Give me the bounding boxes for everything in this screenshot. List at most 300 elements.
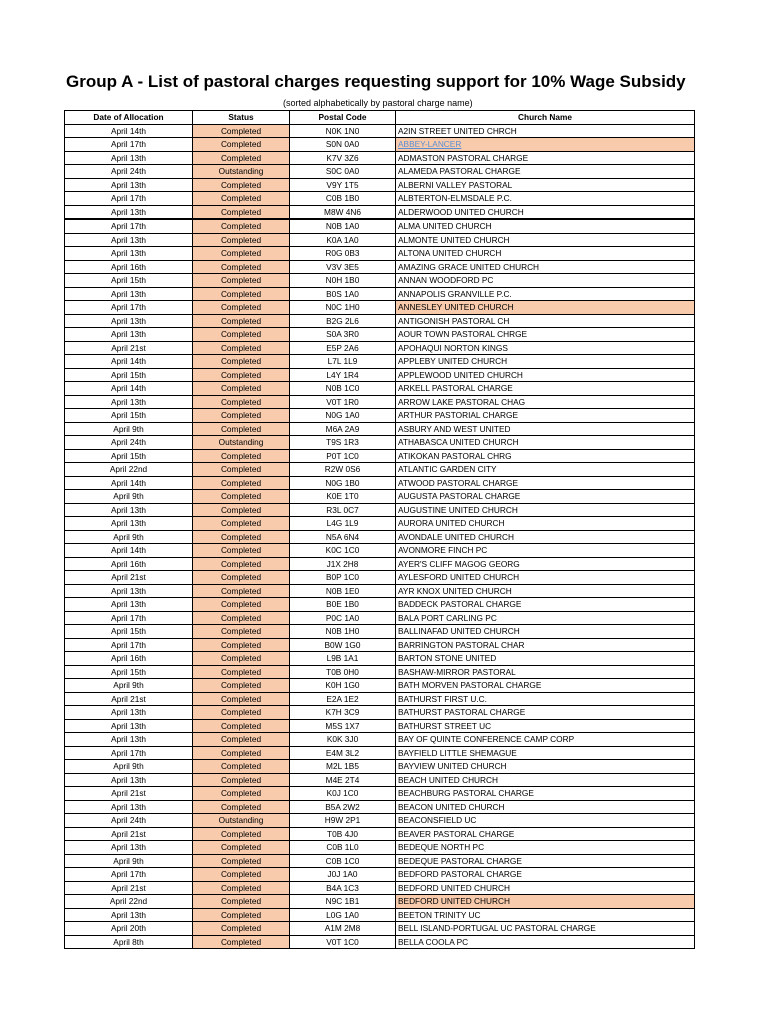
church-name-cell: BALA PORT CARLING PC xyxy=(396,611,695,625)
postal-code-cell: B0E 1B0 xyxy=(290,598,396,612)
table-row xyxy=(65,328,695,342)
postal-code-cell: N0K 1N0 xyxy=(290,124,396,138)
table-row xyxy=(65,544,695,558)
date-cell: April 15th xyxy=(65,625,193,639)
church-name-cell: AYLESFORD UNITED CHURCH xyxy=(396,571,695,585)
church-name-cell: ALDERWOOD UNITED CHURCH xyxy=(396,205,695,219)
date-cell: April 8th xyxy=(65,935,193,949)
church-name-cell: BATH MORVEN PASTORAL CHARGE xyxy=(396,679,695,693)
postal-code-cell: B0W 1G0 xyxy=(290,638,396,652)
date-cell: April 13th xyxy=(65,247,193,261)
date-cell: April 17th xyxy=(65,138,193,152)
church-name-cell: ARROW LAKE PASTORAL CHAG xyxy=(396,395,695,409)
status-cell: Completed xyxy=(193,679,290,693)
table-row xyxy=(65,584,695,598)
postal-code-cell: V3V 3E5 xyxy=(290,260,396,274)
date-cell: April 14th xyxy=(65,544,193,558)
status-cell: Completed xyxy=(193,151,290,165)
postal-code-cell: N0B 1H0 xyxy=(290,625,396,639)
table-row xyxy=(65,368,695,382)
postal-code-cell: E5P 2A6 xyxy=(290,341,396,355)
table-row xyxy=(65,854,695,868)
church-name-cell: BELL ISLAND-PORTUGAL UC PASTORAL CHARGE xyxy=(396,922,695,936)
status-cell: Completed xyxy=(193,922,290,936)
table-row xyxy=(65,800,695,814)
status-cell: Completed xyxy=(193,800,290,814)
postal-code-cell: K0K 3J0 xyxy=(290,733,396,747)
postal-code-cell: B4A 1C3 xyxy=(290,881,396,895)
table-row xyxy=(65,314,695,328)
postal-code-cell: C0B 1L0 xyxy=(290,841,396,855)
postal-code-cell: N0B 1E0 xyxy=(290,584,396,598)
status-cell: Completed xyxy=(193,854,290,868)
postal-code-cell: S0N 0A0 xyxy=(290,138,396,152)
church-name-cell: BEDFORD UNITED CHURCH xyxy=(396,881,695,895)
table-row xyxy=(65,503,695,517)
status-cell: Completed xyxy=(193,881,290,895)
date-cell: April 13th xyxy=(65,733,193,747)
postal-code-cell: L4G 1L9 xyxy=(290,517,396,531)
status-cell: Completed xyxy=(193,719,290,733)
table-row xyxy=(65,355,695,369)
postal-code-cell: M5S 1X7 xyxy=(290,719,396,733)
status-cell: Completed xyxy=(193,530,290,544)
date-cell: April 13th xyxy=(65,205,193,219)
table-row xyxy=(65,908,695,922)
status-cell: Completed xyxy=(193,490,290,504)
table-row xyxy=(65,247,695,261)
postal-code-cell: C0B 1C0 xyxy=(290,854,396,868)
table-row xyxy=(65,463,695,477)
table-row xyxy=(65,205,695,219)
page-title: Group A - List of pastoral charges requesting support for 10% Wage Subsidy xyxy=(66,72,686,91)
postal-code-cell: P0T 1C0 xyxy=(290,449,396,463)
church-name-cell: ALTONA UNITED CHURCH xyxy=(396,247,695,261)
postal-code-cell: R3L 0C7 xyxy=(290,503,396,517)
postal-code-cell: P0C 1A0 xyxy=(290,611,396,625)
status-cell: Completed xyxy=(193,247,290,261)
church-name-cell: BATHURST PASTORAL CHARGE xyxy=(396,706,695,720)
table-row xyxy=(65,233,695,247)
date-cell: April 21st xyxy=(65,787,193,801)
postal-code-cell: J1X 2H8 xyxy=(290,557,396,571)
church-name-cell: AOUR TOWN PASTORAL CHRGE xyxy=(396,328,695,342)
church-name-cell: BEDEQUE NORTH PC xyxy=(396,841,695,855)
church-name-cell: AYR KNOX UNITED CHURCH xyxy=(396,584,695,598)
church-name-cell: AURORA UNITED CHURCH xyxy=(396,517,695,531)
status-cell: Completed xyxy=(193,503,290,517)
status-cell: Completed xyxy=(193,382,290,396)
date-cell: April 17th xyxy=(65,611,193,625)
postal-code-cell: E2A 1E2 xyxy=(290,692,396,706)
date-cell: April 13th xyxy=(65,598,193,612)
table-row xyxy=(65,571,695,585)
date-cell: April 13th xyxy=(65,395,193,409)
table-row xyxy=(65,151,695,165)
postal-code-cell: K0H 1G0 xyxy=(290,679,396,693)
church-name-cell: APOHAQUI NORTON KINGS xyxy=(396,341,695,355)
table-row xyxy=(65,895,695,909)
status-cell: Completed xyxy=(193,571,290,585)
table-row xyxy=(65,638,695,652)
table-row xyxy=(65,395,695,409)
date-cell: April 9th xyxy=(65,760,193,774)
church-name-cell: BEETON TRINITY UC xyxy=(396,908,695,922)
status-cell: Completed xyxy=(193,409,290,423)
church-name-cell: BADDECK PASTORAL CHARGE xyxy=(396,598,695,612)
postal-code-cell: B5A 2W2 xyxy=(290,800,396,814)
status-cell: Completed xyxy=(193,706,290,720)
church-name-cell: APPLEBY UNITED CHURCH xyxy=(396,355,695,369)
postal-code-cell: N0B 1C0 xyxy=(290,382,396,396)
date-cell: April 14th xyxy=(65,355,193,369)
status-cell: Completed xyxy=(193,233,290,247)
table-row xyxy=(65,625,695,639)
table-row xyxy=(65,922,695,936)
status-cell: Completed xyxy=(193,192,290,206)
postal-code-cell: E4M 3L2 xyxy=(290,746,396,760)
charges-table xyxy=(64,110,695,949)
church-name-cell: BAYVIEW UNITED CHURCH xyxy=(396,760,695,774)
status-cell: Completed xyxy=(193,124,290,138)
church-name-cell: ANTIGONISH PASTORAL CH xyxy=(396,314,695,328)
table-row xyxy=(65,382,695,396)
table-row xyxy=(65,219,695,233)
postal-code-cell: M4E 2T4 xyxy=(290,773,396,787)
date-cell: April 15th xyxy=(65,409,193,423)
church-name-cell: BEACHBURG PASTORAL CHARGE xyxy=(396,787,695,801)
church-name-cell: BATHURST FIRST U.C. xyxy=(396,692,695,706)
date-cell: April 13th xyxy=(65,584,193,598)
table-row xyxy=(65,598,695,612)
postal-code-cell: V9Y 1T5 xyxy=(290,178,396,192)
church-name-cell: ALMONTE UNITED CHURCH xyxy=(396,233,695,247)
status-cell: Completed xyxy=(193,611,290,625)
status-cell: Completed xyxy=(193,746,290,760)
table-row xyxy=(65,301,695,315)
date-cell: April 13th xyxy=(65,841,193,855)
postal-code-cell: L7L 1L9 xyxy=(290,355,396,369)
date-cell: April 17th xyxy=(65,638,193,652)
postal-code-cell: N0B 1A0 xyxy=(290,219,396,233)
postal-code-cell: R2W 0S6 xyxy=(290,463,396,477)
status-cell: Completed xyxy=(193,773,290,787)
status-cell: Completed xyxy=(193,341,290,355)
status-cell: Completed xyxy=(193,557,290,571)
status-cell: Completed xyxy=(193,205,290,219)
table-row xyxy=(65,124,695,138)
church-name-cell: AVONDALE UNITED CHURCH xyxy=(396,530,695,544)
church-name-cell: BAY OF QUINTE CONFERENCE CAMP CORP xyxy=(396,733,695,747)
status-cell: Completed xyxy=(193,841,290,855)
table-body xyxy=(65,124,695,949)
date-cell: April 15th xyxy=(65,449,193,463)
status-cell: Completed xyxy=(193,219,290,233)
date-cell: April 13th xyxy=(65,151,193,165)
date-cell: April 14th xyxy=(65,124,193,138)
status-cell: Completed xyxy=(193,395,290,409)
table-row xyxy=(65,679,695,693)
church-name-cell: ANNESLEY UNITED CHURCH xyxy=(396,301,695,315)
table-row xyxy=(65,814,695,828)
status-cell: Completed xyxy=(193,692,290,706)
table-row xyxy=(65,260,695,274)
church-name-cell: BEACONSFIELD UC xyxy=(396,814,695,828)
status-cell: Completed xyxy=(193,368,290,382)
status-cell: Completed xyxy=(193,476,290,490)
postal-code-cell: L0G 1A0 xyxy=(290,908,396,922)
table-row xyxy=(65,341,695,355)
status-cell: Completed xyxy=(193,178,290,192)
table-row xyxy=(65,665,695,679)
status-cell: Completed xyxy=(193,625,290,639)
header-status: Status xyxy=(193,111,290,125)
table-row xyxy=(65,611,695,625)
header-date-of-allocation: Date of Allocation xyxy=(65,111,193,125)
postal-code-cell: B0P 1C0 xyxy=(290,571,396,585)
postal-code-cell: S0C 0A0 xyxy=(290,165,396,179)
church-name-cell: AUGUSTA PASTORAL CHARGE xyxy=(396,490,695,504)
postal-code-cell: N5A 6N4 xyxy=(290,530,396,544)
date-cell: April 20th xyxy=(65,922,193,936)
date-cell: April 24th xyxy=(65,165,193,179)
date-cell: April 13th xyxy=(65,178,193,192)
church-name-cell: ALBTERTON-ELMSDALE P.C. xyxy=(396,192,695,206)
date-cell: April 16th xyxy=(65,557,193,571)
church-name-cell: BALLINAFAD UNITED CHURCH xyxy=(396,625,695,639)
church-name-cell: BELLA COOLA PC xyxy=(396,935,695,949)
table-row xyxy=(65,287,695,301)
church-name-cell: ARTHUR PASTORIAL CHARGE xyxy=(396,409,695,423)
table-row xyxy=(65,557,695,571)
date-cell: April 21st xyxy=(65,827,193,841)
postal-code-cell: K7H 3C9 xyxy=(290,706,396,720)
table-row xyxy=(65,490,695,504)
date-cell: April 16th xyxy=(65,260,193,274)
status-cell: Completed xyxy=(193,827,290,841)
church-name-cell: ATWOOD PASTORAL CHARGE xyxy=(396,476,695,490)
date-cell: April 13th xyxy=(65,503,193,517)
church-name-cell: ATLANTIC GARDEN CITY xyxy=(396,463,695,477)
postal-code-cell: V0T 1C0 xyxy=(290,935,396,949)
postal-code-cell: R0G 0B3 xyxy=(290,247,396,261)
date-cell: April 13th xyxy=(65,328,193,342)
church-name-cell: ASBURY AND WEST UNITED xyxy=(396,422,695,436)
church-name-cell: ADMASTON PASTORAL CHARGE xyxy=(396,151,695,165)
date-cell: April 16th xyxy=(65,652,193,666)
table-row xyxy=(65,773,695,787)
status-cell: Completed xyxy=(193,260,290,274)
postal-code-cell: N0G 1A0 xyxy=(290,409,396,423)
status-cell: Completed xyxy=(193,314,290,328)
status-cell: Completed xyxy=(193,652,290,666)
status-cell: Completed xyxy=(193,638,290,652)
table-row xyxy=(65,436,695,450)
church-name-cell: BEACH UNITED CHURCH xyxy=(396,773,695,787)
table-row xyxy=(65,787,695,801)
church-name-cell: ALMA UNITED CHURCH xyxy=(396,219,695,233)
church-name-cell: ATHABASCA UNITED CHURCH xyxy=(396,436,695,450)
table-row xyxy=(65,274,695,288)
table-row xyxy=(65,760,695,774)
date-cell: April 15th xyxy=(65,274,193,288)
church-name-cell: BEDFORD PASTORAL CHARGE xyxy=(396,868,695,882)
date-cell: April 17th xyxy=(65,219,193,233)
postal-code-cell: C0B 1B0 xyxy=(290,192,396,206)
header-church-name: Church Name xyxy=(396,111,695,125)
status-cell: Completed xyxy=(193,287,290,301)
status-cell: Completed xyxy=(193,665,290,679)
status-cell: Completed xyxy=(193,544,290,558)
church-name-cell: BEACON UNITED CHURCH xyxy=(396,800,695,814)
status-cell: Completed xyxy=(193,908,290,922)
table-row xyxy=(65,692,695,706)
date-cell: April 9th xyxy=(65,679,193,693)
postal-code-cell: V0T 1R0 xyxy=(290,395,396,409)
status-cell: Completed xyxy=(193,868,290,882)
postal-code-cell: M8W 4N6 xyxy=(290,205,396,219)
date-cell: April 17th xyxy=(65,301,193,315)
date-cell: April 13th xyxy=(65,287,193,301)
postal-code-cell: K7V 3Z6 xyxy=(290,151,396,165)
table-row xyxy=(65,652,695,666)
date-cell: April 13th xyxy=(65,908,193,922)
status-cell: Completed xyxy=(193,449,290,463)
table-row xyxy=(65,827,695,841)
date-cell: April 13th xyxy=(65,233,193,247)
postal-code-cell: M6A 2A9 xyxy=(290,422,396,436)
date-cell: April 9th xyxy=(65,530,193,544)
date-cell: April 17th xyxy=(65,868,193,882)
postal-code-cell: L4Y 1R4 xyxy=(290,368,396,382)
status-cell: Outstanding xyxy=(193,814,290,828)
status-cell: Completed xyxy=(193,328,290,342)
church-name-cell: A2IN STREET UNITED CHRCH xyxy=(396,124,695,138)
church-name-cell: BASHAW-MIRROR PASTORAL xyxy=(396,665,695,679)
postal-code-cell: K0J 1C0 xyxy=(290,787,396,801)
church-name-cell: ARKELL PASTORAL CHARGE xyxy=(396,382,695,396)
postal-code-cell: N9C 1B1 xyxy=(290,895,396,909)
date-cell: April 15th xyxy=(65,368,193,382)
table-row xyxy=(65,841,695,855)
church-name-cell: BEDFORD UNITED CHURCH xyxy=(396,895,695,909)
postal-code-cell: N0C 1H0 xyxy=(290,301,396,315)
status-cell: Completed xyxy=(193,733,290,747)
postal-code-cell: M2L 1B5 xyxy=(290,760,396,774)
church-name-cell: BARRINGTON PASTORAL CHAR xyxy=(396,638,695,652)
status-cell: Outstanding xyxy=(193,436,290,450)
postal-code-cell: T0B 0H0 xyxy=(290,665,396,679)
date-cell: April 21st xyxy=(65,881,193,895)
status-cell: Completed xyxy=(193,760,290,774)
status-cell: Completed xyxy=(193,463,290,477)
postal-code-cell: B0S 1A0 xyxy=(290,287,396,301)
church-name-cell: ALAMEDA PASTORAL CHARGE xyxy=(396,165,695,179)
date-cell: April 14th xyxy=(65,476,193,490)
date-cell: April 24th xyxy=(65,814,193,828)
table-row xyxy=(65,422,695,436)
status-cell: Completed xyxy=(193,584,290,598)
date-cell: April 24th xyxy=(65,436,193,450)
postal-code-cell: A1M 2M8 xyxy=(290,922,396,936)
postal-code-cell: N0H 1B0 xyxy=(290,274,396,288)
church-name-cell: AVONMORE FINCH PC xyxy=(396,544,695,558)
header-postal-code: Postal Code xyxy=(290,111,396,125)
church-name-cell: ALBERNI VALLEY PASTORAL xyxy=(396,178,695,192)
table-row xyxy=(65,868,695,882)
church-name-cell: APPLEWOOD UNITED CHURCH xyxy=(396,368,695,382)
date-cell: April 17th xyxy=(65,746,193,760)
church-name-cell: BAYFIELD LITTLE SHEMAGUE xyxy=(396,746,695,760)
date-cell: April 9th xyxy=(65,854,193,868)
status-cell: Completed xyxy=(193,895,290,909)
table-row xyxy=(65,746,695,760)
postal-code-cell: J0J 1A0 xyxy=(290,868,396,882)
table-row xyxy=(65,530,695,544)
status-cell: Completed xyxy=(193,787,290,801)
date-cell: April 21st xyxy=(65,571,193,585)
church-name-cell: ANNAPOLIS GRANVILLE P.C. xyxy=(396,287,695,301)
date-cell: April 14th xyxy=(65,382,193,396)
table-row xyxy=(65,719,695,733)
date-cell: April 9th xyxy=(65,490,193,504)
date-cell: April 22nd xyxy=(65,895,193,909)
date-cell: April 17th xyxy=(65,192,193,206)
status-cell: Completed xyxy=(193,598,290,612)
church-name-cell: BEDEQUE PASTORAL CHARGE xyxy=(396,854,695,868)
church-name-cell: AMAZING GRACE UNITED CHURCH xyxy=(396,260,695,274)
status-cell: Completed xyxy=(193,274,290,288)
status-cell: Outstanding xyxy=(193,165,290,179)
postal-code-cell: T9S 1R3 xyxy=(290,436,396,450)
status-cell: Completed xyxy=(193,422,290,436)
postal-code-cell: S0A 3R0 xyxy=(290,328,396,342)
table-row xyxy=(65,178,695,192)
church-name-cell: BARTON STONE UNITED xyxy=(396,652,695,666)
postal-code-cell: H9W 2P1 xyxy=(290,814,396,828)
date-cell: April 13th xyxy=(65,706,193,720)
date-cell: April 22nd xyxy=(65,463,193,477)
church-name-cell: BEAVER PASTORAL CHARGE xyxy=(396,827,695,841)
date-cell: April 13th xyxy=(65,773,193,787)
church-name-cell: AYER'S CLIFF MAGOG GEORG xyxy=(396,557,695,571)
table-row xyxy=(65,165,695,179)
status-cell: Completed xyxy=(193,138,290,152)
church-name-cell: BATHURST STREET UC xyxy=(396,719,695,733)
church-name-cell: ATIKOKAN PASTORAL CHRG xyxy=(396,449,695,463)
postal-code-cell: K0E 1T0 xyxy=(290,490,396,504)
date-cell: April 13th xyxy=(65,800,193,814)
table-header-row xyxy=(65,111,695,125)
table-row xyxy=(65,449,695,463)
status-cell: Completed xyxy=(193,517,290,531)
table-row xyxy=(65,881,695,895)
postal-code-cell: L9B 1A1 xyxy=(290,652,396,666)
date-cell: April 13th xyxy=(65,314,193,328)
postal-code-cell: N0G 1B0 xyxy=(290,476,396,490)
table-row xyxy=(65,517,695,531)
table-row xyxy=(65,733,695,747)
church-name-cell: ANNAN WOODFORD PC xyxy=(396,274,695,288)
table-row xyxy=(65,192,695,206)
table-row xyxy=(65,476,695,490)
status-cell: Completed xyxy=(193,355,290,369)
church-name-cell: AUGUSTINE UNITED CHURCH xyxy=(396,503,695,517)
church-name-cell[interactable]: ABBEY-LANCER xyxy=(396,138,695,152)
status-cell: Completed xyxy=(193,935,290,949)
status-cell: Completed xyxy=(193,301,290,315)
date-cell: April 13th xyxy=(65,517,193,531)
